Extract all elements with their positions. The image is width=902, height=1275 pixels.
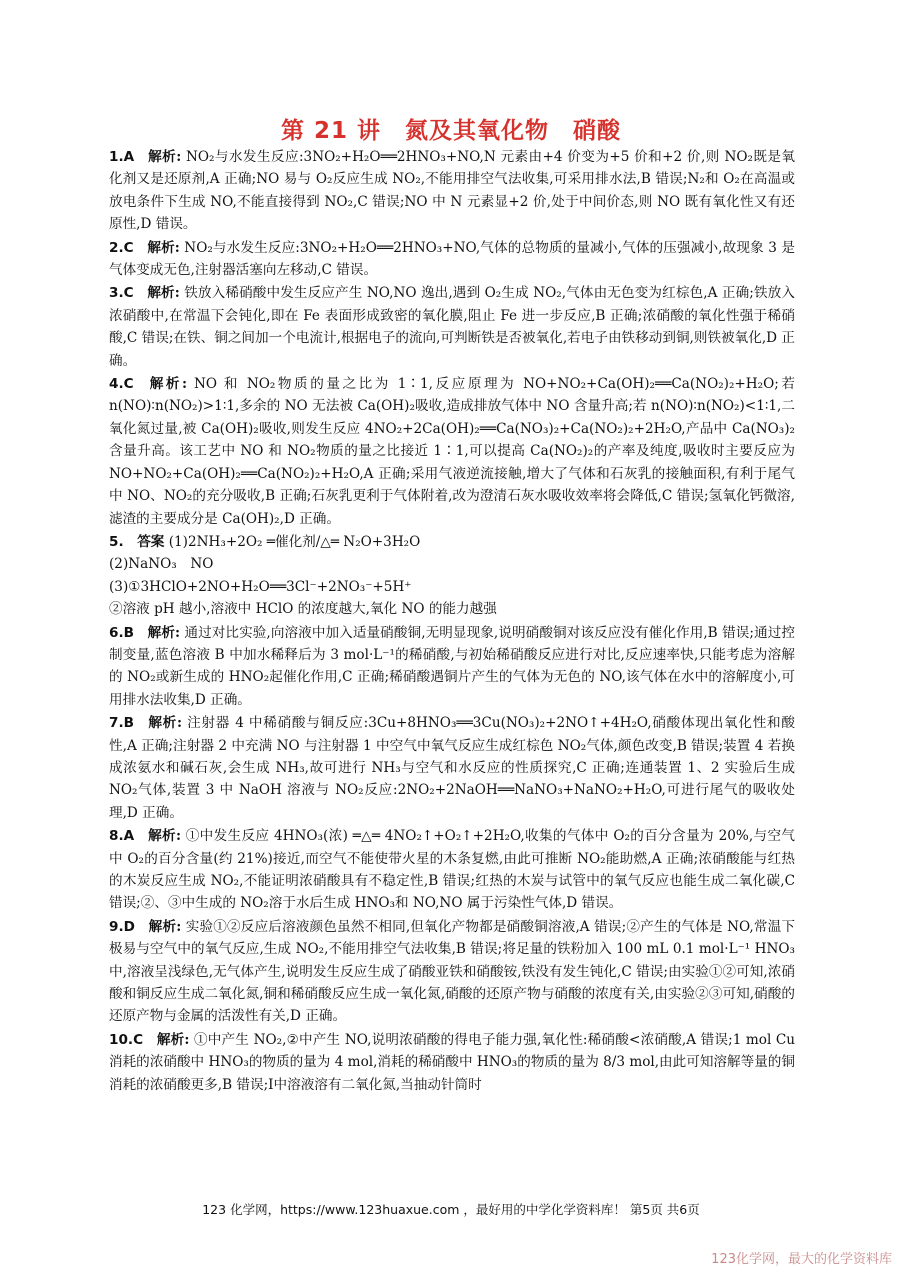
answer-text: 实验①②反应后溶液颜色虽然不相同,但氧化产物都是硝酸铜溶液,A 错误;②产生的气体是 NO,常温下极易与空气中的氧气反应,生成 NO₂,不能用排空气法收集,B 错误;将足量的铁粉加入 100 mL 0.1 mol·L⁻¹ HNO₃中,溶液呈浅绿色,无气体产生,说明发生反应生成了硝酸亚铁和硝酸铵,铁没有发生钝化,C 错误;由实验①②可知,浓硝酸和铜反应生成二氧化氮,铜和稀硝酸反应生成一氧化氮,硝酸的还原产物与硝酸的浓度有关,由实验②③可知,硝酸的还原产物与金属的活泼性有关,D 正确。 (109, 918, 795, 1025)
answer-paragraph (109, 916, 795, 1028)
answer-tag: 解析: (147, 285, 180, 302)
answer-text: NO₂与水发生反应:3NO₂+H₂O══2HNO₃+NO,气体的总物质的量减小,气体的压强减小,故现象 3 是气体变成无色,注射器活塞向左移动,C 错误。 (109, 239, 795, 279)
page-footer: 123 化学网，https://www.123huaxue.com ，最好用的中学化学资料库！ 第5页 共6页 (202, 1202, 700, 1217)
answer-tag: 解析: (156, 1031, 190, 1048)
page-title: 第 21 讲 氮及其氧化物 硝酸 (280, 118, 622, 144)
answer-entry (109, 531, 795, 621)
answer-entry (109, 373, 795, 530)
answer-entry (109, 237, 795, 282)
answer-entry (109, 282, 795, 372)
answer-tag: 解析: (147, 149, 182, 165)
answer-text: ①中产生 NO₂,②中产生 NO,说明浓硝酸的得电子能力强,氧化性:稀硝酸<浓硝酸,A 错误;1 mol Cu 消耗的浓硝酸中 HNO₃的物质的量为 4 mol,消耗的稀硝酸中 HNO₃的物质的量为 8/3 mol,由此可知溶解等量的铜消耗的浓硝酸更多,B 错误;Ⅰ中溶液溶有二氧化氮,当抽动针筒时 (109, 1031, 795, 1093)
answer-text: (2)NaNO₃ NO (109, 556, 214, 573)
question-number: 9.D (109, 918, 135, 935)
answer-paragraph (109, 553, 795, 575)
answer-text: (1)2NH₃+2O₂ ═催化剂/△═ N₂O+3H₂O (168, 533, 421, 550)
answer-entry (109, 146, 795, 236)
answer-paragraph (109, 531, 795, 553)
question-number: 1.A (109, 149, 135, 165)
answer-entry (109, 825, 795, 915)
question-number: 2.C (109, 239, 134, 256)
answer-paragraph (109, 622, 795, 712)
question-number: 3.C (109, 285, 134, 302)
question-number: 7.B (109, 715, 134, 732)
answer-tag: 解析: (148, 918, 182, 935)
answer-paragraph (109, 576, 795, 598)
answer-paragraph (109, 282, 795, 372)
question-number: 4.C (109, 376, 134, 393)
answer-paragraph (109, 237, 795, 282)
answer-entry (109, 916, 795, 1028)
answer-tag: 解析: (147, 239, 180, 256)
answer-text: 注射器 4 中稀硝酸与铜反应:3Cu+8HNO₃══3Cu(NO₃)₂+2NO↑+4H₂O,硝酸体现出氧化性和酸性,A 正确;注射器 2 中充满 NO 与注射器 1 中空气中氧气反应生成红棕色 NO₂气体,颜色改变,B 错误;装置 4 若换成浓氨水和碱石灰,会生成 NH₃,故可进行 NH₃与空气和水反应的性质探究,C 正确;连通装置 1、2 实验后生成 NO₂气体,装置 3 中 NaOH 溶液与 NO₂反应:2NO₂+2NaOH══NaNO₃+NaNO₂+H₂O,可进行尾气的吸收处理,D 正确。 (109, 715, 795, 821)
answer-text: (3)①3HClO+2NO+H₂O══3Cl⁻+2NO₃⁻+5H⁺ (109, 578, 412, 595)
watermark: 123化学网，最大的化学资料库 (711, 1252, 892, 1267)
answer-entry (109, 622, 795, 712)
answer-paragraph (109, 825, 795, 915)
answer-entry (109, 712, 795, 824)
answer-paragraph (109, 1029, 795, 1096)
answer-text: ①中发生反应 4HNO₃(浓) ═△═ 4NO₂↑+O₂↑+2H₂O,收集的气体中 O₂的百分含量为 20%,与空气中 O₂的百分含量(约 21%)接近,而空气不能使带火星的木条复燃,由此可推断 NO₂能助燃,A 正确;浓硝酸能与红热的木炭反应生成 NO₂,不能证明浓硝酸具有不稳定性,B 错误;红热的木炭与试管中的氧气反应也能生成二氧化碳,C 错误;②、③中生成的 NO₂溶于水后生成 HNO₃和 NO,NO 属于污染性气体,D 错误。 (109, 828, 795, 912)
answer-text: 通过对比实验,向溶液中加入适量硝酸铜,无明显现象,说明硝酸铜对该反应没有催化作用,B 错误;通过控制变量,蓝色溶液 B 中加水稀释后为 3 mol·L⁻¹的稀硝酸,与初始稀硝酸反应进行对比,反应速率快,只能考虑为溶解的 NO₂或新生成的 HNO₂起催化作用,C 正确;稀硝酸遇铜片产生的气体为无色的 NO,该气体在水中的溶解度小,可用排水法收集,D 正确。 (109, 624, 795, 708)
answer-content (109, 146, 795, 1097)
answer-paragraph (109, 146, 795, 236)
answer-entry (109, 1029, 795, 1096)
question-number: 6.B (109, 624, 134, 641)
answer-tag: 答案 (137, 533, 165, 550)
answer-text: NO₂与水发生反应:3NO₂+H₂O══2HNO₃+NO,N 元素由+4 价变为+5 价和+2 价,则 NO₂既是氧化剂又是还原剂,A 正确;NO 易与 O₂反应生成 NO₂,不能用排空气法收集,可采用排水法,B 错误;N₂和 O₂在高温或放电条件下生成 NO,不能直接得到 NO₂,C 错误;NO 中 N 元素显+2 价,处于中间价态,则 NO 既有氧化性又有还原性,D 错误。 (109, 149, 795, 233)
answer-tag: 解析: (147, 828, 182, 845)
question-number: 8.A (109, 828, 135, 845)
answer-text: 铁放入稀硝酸中发生反应产生 NO,NO 逸出,遇到 O₂生成 NO₂,气体由无色变为红棕色,A 正确;铁放入浓硝酸中,在常温下会钝化,即在 Fe 表面形成致密的氧化膜,阻止 Fe 进一步反应,B 正确;浓硝酸的氧化性强于稀硝酸,C 错误;在铁、铜之间加一个电流计,根据电子的流向,可判断铁是否被氧化,若电子由铁移动到铜,则铁被氧化,D 正确。 (109, 285, 795, 369)
answer-paragraph (109, 712, 795, 824)
question-number: 5. (109, 533, 124, 550)
answer-text: ②溶液 pH 越小,溶液中 HClO 的浓度越大,氧化 NO 的能力越强 (109, 601, 497, 618)
answer-paragraph (109, 373, 795, 530)
answer-tag: 解析: (147, 624, 181, 641)
answer-paragraph (109, 598, 795, 620)
answer-text: NO 和 NO₂物质的量之比为 1∶1,反应原理为 NO+NO₂+Ca(OH)₂══Ca(NO₂)₂+H₂O;若 n(NO)∶n(NO₂)>1∶1,多余的 NO 无法被 Ca(OH)₂吸收,造成排放气体中 NO 含量升高;若 n(NO)∶n(NO₂)<1∶1,二氧化氮过量,被 Ca(OH)₂吸收,则发生反应 4NO₂+2Ca(OH)₂══Ca(NO₃)₂+Ca(NO₂)₂+2H₂O,产品中 Ca(NO₃)₂含量升高。该工艺中 NO 和 NO₂物质的量之比接近 1∶1,可以提高 Ca(NO₂)₂的产率及纯度,吸收时主要反应为 NO+NO₂+Ca(OH)₂══Ca(NO₂)₂+H₂O,A 正确;采用气液逆流接触,增大了气体和石灰乳的接触面积,有利于尾气中 NO、NO₂的充分吸收,B 正确;石灰乳更利于气体附着,改为澄清石灰水吸收效率将会降低,C 错误;氢氧化钙微溶,滤渣的主要成分是 Ca(OH)₂,D 正确。 (109, 376, 795, 527)
answer-tag: 解析: (147, 715, 183, 732)
answer-tag: 解析: (147, 376, 188, 393)
question-number: 10.C (109, 1031, 144, 1048)
